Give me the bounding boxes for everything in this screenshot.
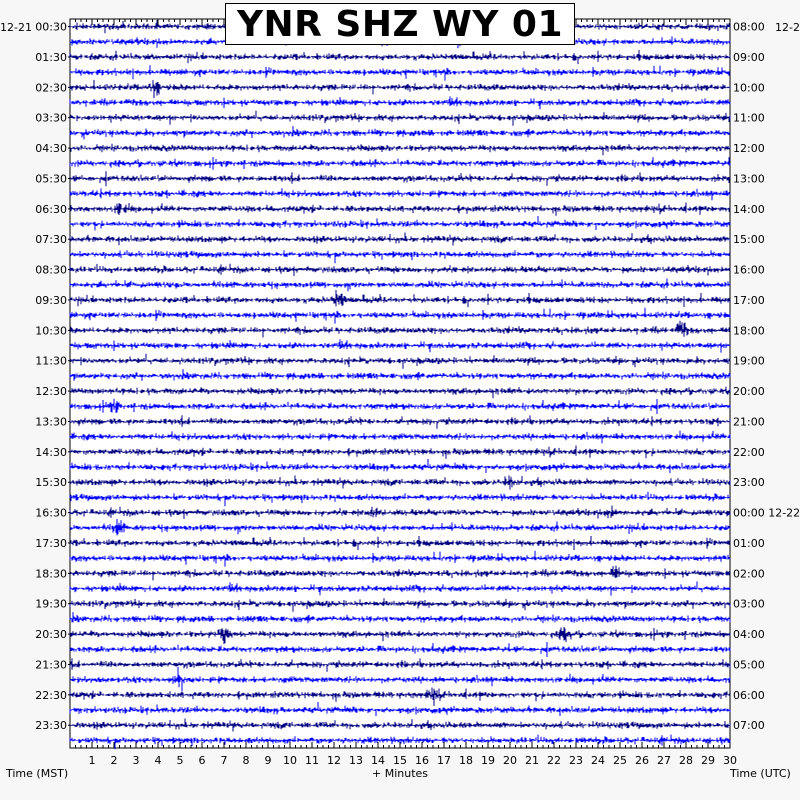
- right-tick-label: 01:00: [733, 536, 765, 550]
- right-tick-label: 04:00: [733, 628, 765, 642]
- x-tick-label: 3: [132, 754, 140, 767]
- left-tick-label: 21:30: [35, 658, 67, 672]
- right-tick-label: 14:00: [733, 202, 765, 216]
- right-tick-label: 16:00: [733, 263, 765, 277]
- x-tick-label: 21: [525, 754, 539, 767]
- start-date-right: 12-2: [775, 21, 800, 34]
- x-tick-label: 12: [327, 754, 341, 767]
- x-tick-label: 4: [154, 754, 162, 767]
- left-tick-label: 18:30: [35, 567, 67, 581]
- x-tick-label: 2: [110, 754, 118, 767]
- x-tick-label: 22: [547, 754, 561, 767]
- x-tick-label: 24: [591, 754, 605, 767]
- left-tick-label: 00:30: [35, 20, 67, 34]
- x-tick-label: 27: [657, 754, 671, 767]
- x-tick-label: 17: [437, 754, 451, 767]
- left-tick-label: 19:30: [35, 597, 67, 611]
- left-axis-label: Time (MST): [6, 767, 69, 780]
- right-tick-label: 13:00: [733, 172, 765, 186]
- right-tick-label: 18:00: [733, 324, 765, 338]
- x-tick-label: 6: [198, 754, 206, 767]
- x-tick-label: 26: [635, 754, 649, 767]
- left-tick-label: 03:30: [35, 111, 67, 125]
- left-tick-label: 02:30: [35, 81, 67, 95]
- left-tick-label: 09:30: [35, 293, 67, 307]
- right-tick-label: 22:00: [733, 445, 765, 459]
- right-tick-label: 07:00: [733, 719, 765, 733]
- x-tick-label: 14: [371, 754, 385, 767]
- start-date-left: 12-21: [0, 21, 32, 34]
- left-tick-label: 06:30: [35, 202, 67, 216]
- right-tick-label: 19:00: [733, 354, 765, 368]
- right-tick-label: 23:00: [733, 476, 765, 490]
- right-tick-label: 17:00: [733, 293, 765, 307]
- left-tick-label: 07:30: [35, 233, 67, 247]
- left-tick-label: 23:30: [35, 719, 67, 733]
- x-tick-label: 25: [613, 754, 627, 767]
- x-tick-label: 20: [503, 754, 517, 767]
- right-tick-label: 21:00: [733, 415, 765, 429]
- left-tick-label: 04:30: [35, 142, 67, 156]
- right-tick-label: 06:00: [733, 688, 765, 702]
- left-tick-label: 22:30: [35, 688, 67, 702]
- left-tick-label: 01:30: [35, 50, 67, 64]
- right-tick-label: 00:00 12-22: [733, 506, 800, 520]
- right-tick-label: 12:00: [733, 142, 765, 156]
- left-tick-label: 14:30: [35, 445, 67, 459]
- plot-area: [70, 19, 730, 748]
- right-tick-label: 08:00: [733, 20, 765, 34]
- left-tick-label: 08:30: [35, 263, 67, 277]
- x-tick-label: 13: [349, 754, 363, 767]
- left-tick-label: 11:30: [35, 354, 67, 368]
- x-tick-label: 11: [305, 754, 319, 767]
- right-tick-label: 15:00: [733, 233, 765, 247]
- right-axis-label: Time (UTC): [730, 767, 791, 780]
- right-tick-label: 10:00: [733, 81, 765, 95]
- left-tick-label: 17:30: [35, 536, 67, 550]
- x-tick-label: 18: [459, 754, 473, 767]
- x-axis-label: + Minutes: [372, 767, 429, 780]
- x-tick-label: 16: [415, 754, 429, 767]
- x-tick-label: 19: [481, 754, 495, 767]
- x-tick-label: 9: [264, 754, 272, 767]
- left-tick-label: 15:30: [35, 476, 67, 490]
- x-tick-label: 5: [176, 754, 184, 767]
- left-tick-label: 20:30: [35, 628, 67, 642]
- left-tick-label: 12:30: [35, 385, 67, 399]
- x-tick-label: 23: [569, 754, 583, 767]
- x-tick-label: 8: [242, 754, 250, 767]
- x-tick-label: 29: [701, 754, 715, 767]
- chart-title: YNR SHZ WY 01: [225, 3, 575, 45]
- right-tick-label: 03:00: [733, 597, 765, 611]
- x-tick-label: 15: [393, 754, 407, 767]
- left-tick-label: 16:30: [35, 506, 67, 520]
- x-tick-label: 1: [88, 754, 96, 767]
- right-tick-label: 11:00: [733, 111, 765, 125]
- x-tick-label: 30: [723, 754, 737, 767]
- right-tick-label: 09:00: [733, 50, 765, 64]
- left-tick-label: 10:30: [35, 324, 67, 338]
- right-tick-label: 05:00: [733, 658, 765, 672]
- left-tick-label: 05:30: [35, 172, 67, 186]
- right-tick-label: 20:00: [733, 385, 765, 399]
- x-tick-label: 28: [679, 754, 693, 767]
- x-tick-label: 7: [220, 754, 228, 767]
- x-tick-label: 10: [283, 754, 297, 767]
- right-tick-label: 02:00: [733, 567, 765, 581]
- left-tick-label: 13:30: [35, 415, 67, 429]
